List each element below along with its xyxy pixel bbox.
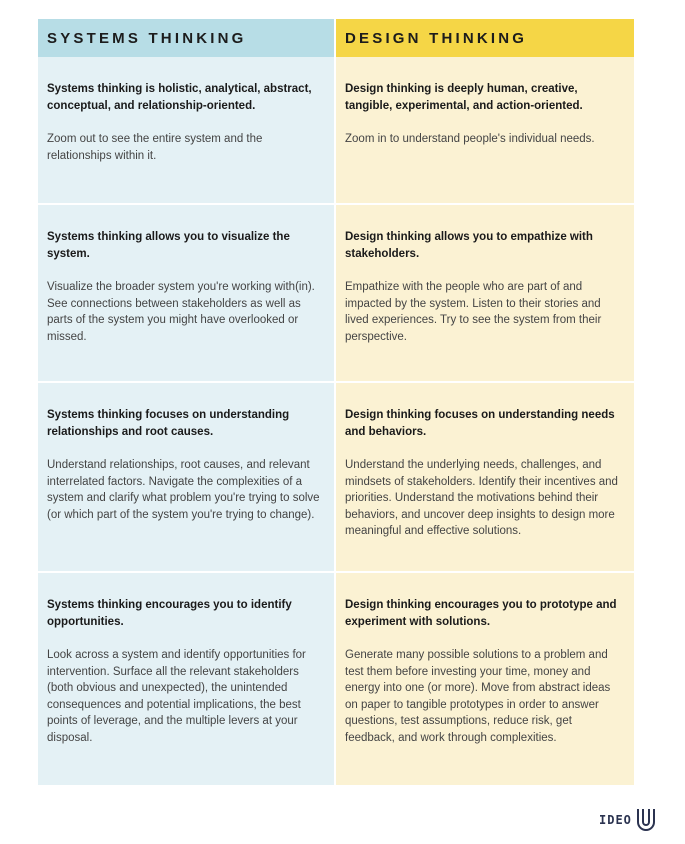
cell-body: Zoom out to see the entire system and the relationships within it. — [47, 133, 263, 162]
logo-text: IDEO — [599, 813, 632, 827]
systems-cell-4 — [38, 571, 336, 785]
cell-body: Generate many possible solutions to a problem and test them before investing your time, money and energy into one (or more). Move from abstract ideas on paper to tangible prototypes in order to answer questions, test assumptions, reduce risk, get feedback, and work through complexities. — [345, 649, 611, 744]
cell-body: Understand relationships, root causes, and relevant interrelated factors. Navigate the complexities of a system and clarify what problem you're trying to solve (or which part of the system you're trying to change). — [47, 459, 320, 521]
cell-heading: Design thinking is deeply human, creative, tangible, experimental, and action-oriented. — [345, 83, 583, 112]
cell-body: Zoom in to understand people's individual needs. — [345, 133, 595, 145]
cell-body: Understand the underlying needs, challenges, and mindsets of stakeholders. Identify their incentives and priorities. Understand the motivations behind their behaviors, and uncover deep insights to design more meaningful and effective solutions. — [345, 459, 618, 537]
design-cell-2 — [336, 203, 634, 381]
design-cell-3 — [336, 381, 634, 571]
cell-body: Visualize the broader system you're working with(in). See connections between stakeholders as well as parts of the system you might have overlooked or missed. — [47, 281, 315, 343]
cell-heading: Systems thinking allows you to visualize the system. — [47, 231, 290, 260]
ideo-u-icon — [636, 808, 656, 832]
cell-body: Look across a system and identify opportunities for intervention. Surface all the relevant stakeholders (both obvious and unexpected), the unintended consequences and potential implications, the best points of leverage, and the multiple levers at your disposal. — [47, 649, 306, 744]
cell-body: Empathize with the people who are part of and impacted by the system. Listen to their stories and lived experiences. Try to see the system from their perspective. — [345, 281, 602, 343]
systems-cell-3 — [38, 381, 336, 571]
cell-heading: Design thinking focuses on understanding needs and behaviors. — [345, 409, 615, 438]
systems-cell-1 — [38, 57, 336, 203]
cell-heading: Systems thinking focuses on understanding relationships and root causes. — [47, 409, 290, 438]
systems-cell-2 — [38, 203, 336, 381]
comparison-table — [38, 19, 634, 785]
cell-heading: Design thinking allows you to empathize with stakeholders. — [345, 231, 593, 260]
cell-heading: Design thinking encourages you to prototype and experiment with solutions. — [345, 599, 617, 628]
cell-heading: Systems thinking encourages you to identify opportunities. — [47, 599, 292, 628]
cell-heading: Systems thinking is holistic, analytical, abstract, conceptual, and relationship-oriented. — [47, 83, 312, 112]
systems-thinking-header: SYSTEMS THINKING — [38, 19, 336, 57]
design-cell-4 — [336, 571, 634, 785]
ideo-u-logo — [599, 807, 656, 833]
design-thinking-header: DESIGN THINKING — [336, 19, 634, 57]
design-cell-1 — [336, 57, 634, 203]
